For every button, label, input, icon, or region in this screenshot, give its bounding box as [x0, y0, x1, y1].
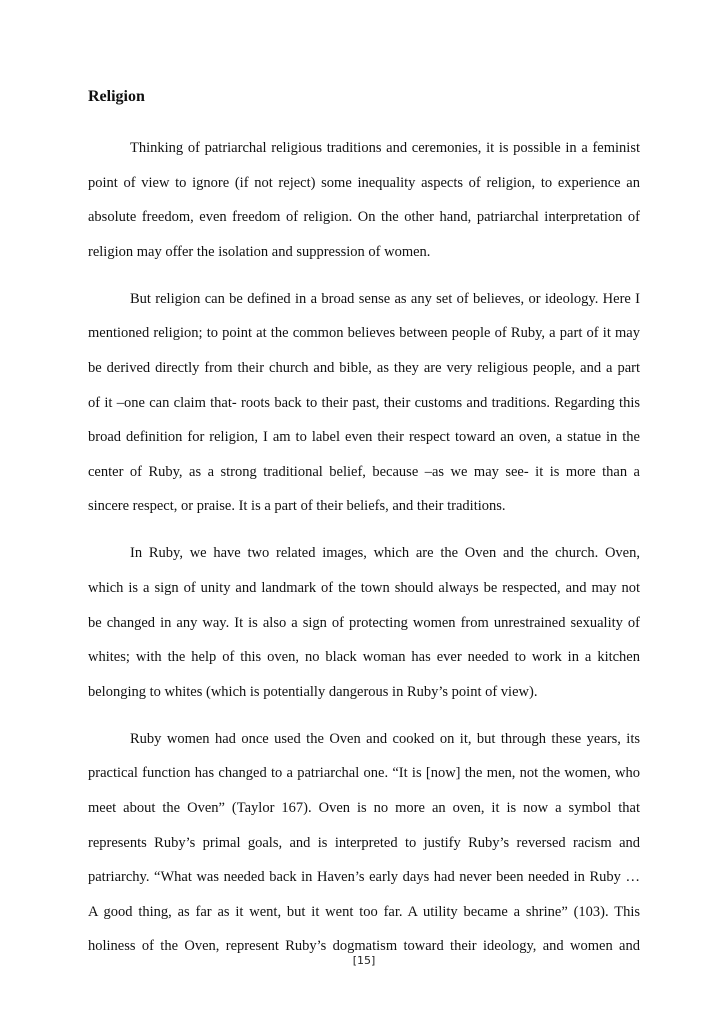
text-line: practical function has changed to a patriarchal one. “It is [now] the men, not the women, who [88, 765, 640, 782]
text-line: be changed in any way. It is also a sign of protecting women from unrestrained sexuality of [88, 614, 640, 631]
text-line: Thinking of patriarchal religious traditions and ceremonies, it is possible in a feminist [130, 140, 640, 156]
text-line: mentioned religion; to point at the common believes between people of Ruby, a part of it may [88, 325, 640, 342]
body-text [88, 138, 640, 971]
paragraph [88, 729, 640, 961]
text-line: holiness of the Oven, represent Ruby’s dogmatism toward their ideology, and women and [88, 938, 640, 955]
text-line: of it –one can claim that- roots back to their past, their customs and traditions. Regarding this [88, 394, 640, 411]
page-number: [15] [352, 954, 376, 967]
text-line: In Ruby, we have two related images, which are the Oven and the church. Oven, [130, 545, 640, 562]
text-line: religion may offer the isolation and suppression of women. [88, 243, 431, 260]
text-line: sincere respect, or praise. It is a part of their beliefs, and their traditions. [88, 498, 506, 515]
text-line: meet about the Oven” (Taylor 167). Oven is no more an oven, it is now a symbol that [88, 799, 640, 816]
text-line: patriarchy. “What was needed back in Haven’s early days had never been needed in Ruby … [88, 869, 640, 886]
paragraph [88, 543, 640, 705]
text-line: be derived directly from their church and bible, as they are very religious people, and a part [88, 359, 640, 376]
text-line: whites; with the help of this oven, no black woman has ever needed to work in a kitchen [88, 649, 640, 666]
paragraph [88, 289, 640, 521]
text-line: broad definition for religion, I am to label even their respect toward an oven, a statue in the [88, 429, 640, 446]
section-heading: Religion [88, 88, 145, 105]
text-line: represents Ruby’s primal goals, and is interpreted to justify Ruby’s reversed racism and [88, 834, 640, 851]
text-line: absolute freedom, even freedom of religion. On the other hand, patriarchal interpretation of [88, 209, 640, 226]
text-line: Ruby women had once used the Oven and cooked on it, but through these years, its [130, 730, 640, 747]
text-line: belonging to whites (which is potentially dangerous in Ruby’s point of view). [88, 683, 538, 700]
text-line: which is a sign of unity and landmark of the town should always be respected, and may not [88, 579, 640, 596]
text-line: point of view to ignore (if not reject) some inequality aspects of religion, to experience an [88, 174, 640, 191]
text-line: center of Ruby, as a strong traditional belief, because –as we may see- it is more than a [88, 463, 640, 480]
text-line: A good thing, as far as it went, but it went too far. A utility became a shrine” (103). This [88, 903, 640, 920]
text-line: But religion can be defined in a broad sense as any set of believes, or ideology. Here I [130, 290, 640, 307]
paragraph [88, 138, 640, 266]
